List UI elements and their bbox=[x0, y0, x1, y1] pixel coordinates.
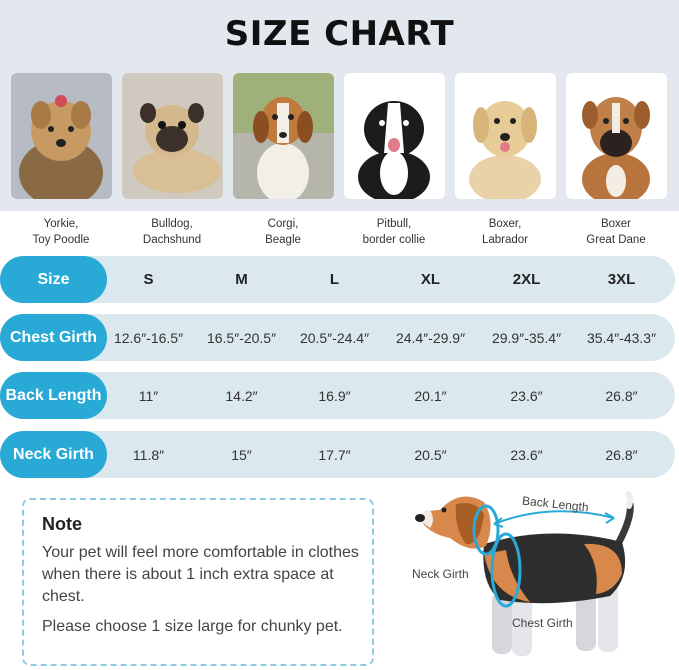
chest-girth-row bbox=[0, 314, 675, 361]
breed-label-corgi: Corgi, Beagle bbox=[265, 218, 301, 246]
measurement-diagram bbox=[400, 484, 679, 670]
note-title: Note bbox=[42, 514, 82, 534]
row-label-size: Size bbox=[0, 256, 107, 303]
neck-girth-label: Neck Girth bbox=[412, 567, 469, 581]
yorkie-photo bbox=[11, 73, 112, 199]
back-length-cell: 20.1″ bbox=[414, 388, 447, 404]
breed-label-great-dane: Boxer Great Dane bbox=[586, 218, 646, 246]
back-length-cell: 11″ bbox=[138, 388, 159, 404]
chest-girth-cell: 24.4″-29.9″ bbox=[395, 330, 466, 346]
back-length-label: Back Length bbox=[521, 493, 590, 515]
size-cell: 2XL bbox=[512, 271, 541, 288]
back-length-cell: 26.8″ bbox=[605, 388, 638, 404]
chest-girth-cell: 29.9″-35.4″ bbox=[491, 330, 562, 346]
page-title: SIZE CHART bbox=[224, 14, 455, 54]
back-length-cell: 16.9″ bbox=[318, 388, 351, 404]
corgi-photo bbox=[233, 73, 334, 199]
breed-label-yorkie: Yorkie, Toy Poodle bbox=[32, 218, 90, 246]
chest-girth-cell: 12.6″-16.5″ bbox=[113, 330, 184, 346]
neck-girth-row bbox=[0, 431, 675, 478]
breed-label-bulldog: Bulldog, Dachshund bbox=[142, 218, 202, 246]
neck-girth-cell: 26.8″ bbox=[605, 447, 638, 463]
chest-girth-cell: 20.5″-24.4″ bbox=[299, 330, 370, 346]
bulldog-photo bbox=[122, 73, 223, 199]
row-label-neck-girth: Neck Girth bbox=[0, 431, 107, 478]
note-paragraph: Your pet will feel more comfortable in clothes when there is about 1 inch extra space at chest. bbox=[42, 544, 359, 605]
neck-girth-cell: 15″ bbox=[231, 447, 252, 463]
size-cell: XL bbox=[420, 271, 441, 288]
size-cell: M bbox=[235, 271, 248, 288]
size-cell: L bbox=[329, 271, 340, 288]
neck-girth-cell: 17.7″ bbox=[318, 447, 351, 463]
back-length-cell: 23.6″ bbox=[510, 388, 543, 404]
neck-girth-cell: 23.6″ bbox=[510, 447, 543, 463]
back-length-row bbox=[0, 372, 675, 419]
note-box bbox=[22, 498, 374, 666]
chest-girth-cell: 35.4″-43.3″ bbox=[586, 330, 657, 346]
chest-girth-label: Chest Girth bbox=[512, 616, 573, 630]
breed-label-boxer: Boxer, Labrador bbox=[481, 218, 529, 246]
note-paragraph: Please choose 1 size large for chunky pet. bbox=[42, 618, 343, 635]
neck-girth-cell: 20.5″ bbox=[414, 447, 447, 463]
row-label-chest-girth: Chest Girth bbox=[0, 314, 107, 361]
great-dane-photo bbox=[566, 73, 667, 199]
boxer-photo bbox=[455, 73, 556, 199]
back-length-cell: 14.2″ bbox=[225, 388, 258, 404]
size-cell: 3XL bbox=[607, 271, 636, 288]
size-row bbox=[0, 256, 675, 303]
breed-label-pitbull: Pitbull, border collie bbox=[362, 218, 426, 246]
chest-girth-cell: 16.5″-20.5″ bbox=[206, 330, 277, 346]
pitbull-photo bbox=[344, 73, 445, 199]
neck-girth-cell: 11.8″ bbox=[132, 447, 165, 463]
row-label-back-length: Back Length bbox=[0, 372, 107, 419]
size-cell: S bbox=[143, 271, 154, 288]
